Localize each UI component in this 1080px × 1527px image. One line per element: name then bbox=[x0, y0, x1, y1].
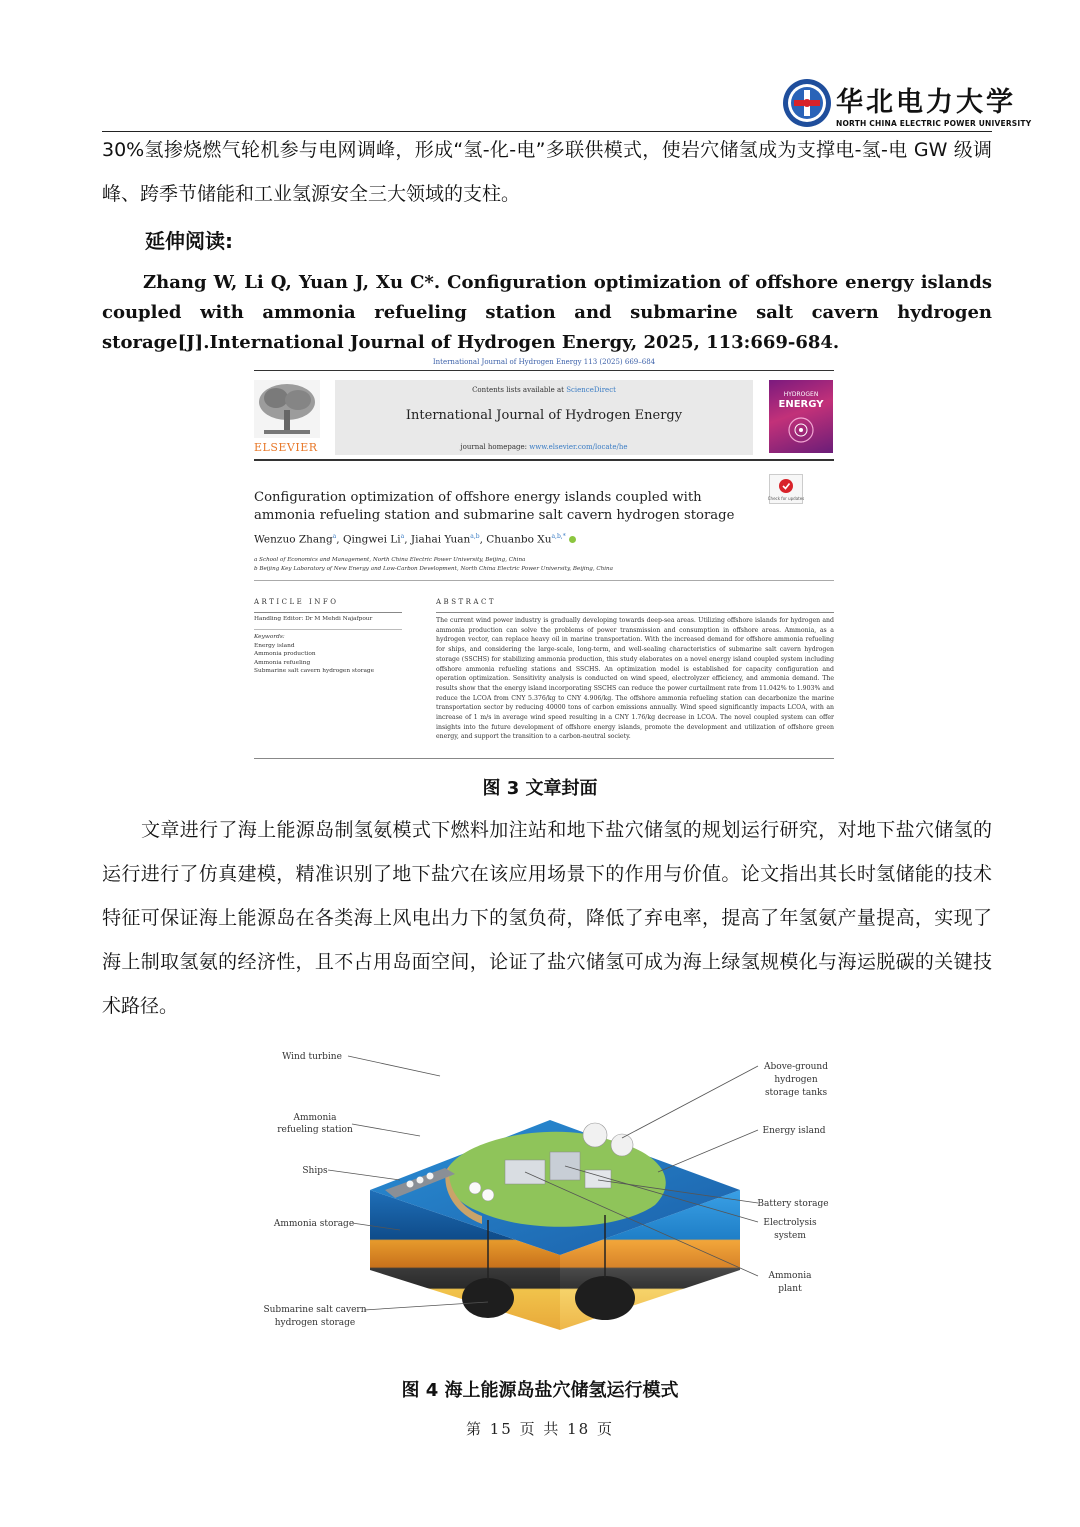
journal-reference[interactable]: International Journal of Hydrogen Energy 113 (2025) 669–684 bbox=[432, 358, 656, 366]
author-name[interactable]: Qingwei Li bbox=[342, 533, 401, 546]
paper-top-rule bbox=[254, 370, 834, 371]
author-sup: a,b,* bbox=[551, 533, 566, 540]
homepage-prefix: journal homepage: bbox=[460, 443, 530, 451]
affiliation-b: b Beijing Key Laboratory of New Energy and Low-Carbon Development, North China Electric Power University, Beijing, China bbox=[254, 566, 613, 572]
label-electrolysis: system bbox=[774, 1231, 806, 1241]
label-battery-storage: Battery storage bbox=[757, 1199, 829, 1209]
label-salt-cavern: hydrogen storage bbox=[274, 1318, 356, 1328]
affiliations bbox=[254, 556, 613, 574]
journal-name: International Journal of Hydrogen Energy bbox=[405, 408, 683, 423]
citation: Zhang W, Li Q, Yuan J, Xu C*. Configuration optimization of offshore energy islands coupled with ammonia refueling station and submarine salt cavern hydrogen storage[J].International Journal of Hydrogen Energy, 2025, 113:669-684. bbox=[102, 272, 992, 353]
label-salt-cavern: Submarine salt cavern bbox=[263, 1305, 367, 1315]
check-updates-label: Check for updates bbox=[767, 496, 805, 501]
page-number: 第 15 页 共 18 页 bbox=[465, 1420, 614, 1438]
hydrogen-tank bbox=[583, 1123, 607, 1147]
ship-tank bbox=[407, 1181, 414, 1188]
article-info-rule-2 bbox=[254, 629, 402, 630]
label-ammonia-plant: Ammonia bbox=[768, 1271, 812, 1281]
keyword: Ammonia refueling bbox=[254, 659, 311, 666]
label-above-ground-tanks: Above-ground bbox=[764, 1062, 828, 1072]
homepage-link[interactable]: www.elsevier.com/locate/he bbox=[529, 443, 628, 451]
label-ships: Ships bbox=[302, 1166, 328, 1176]
contents-line bbox=[335, 386, 753, 394]
paper-header-rule bbox=[254, 459, 834, 461]
further-reading-heading: 延伸阅读: bbox=[145, 229, 233, 253]
paper-authors: Wenzuo Zhang$^a$, Qingwei Li$^a$, Jiahai Yuan$^{a,b}$, Chuanbo $Xu^{a,b,*}$ bbox=[254, 533, 576, 546]
paragraph-1: 30%氢掺烧燃气轮机参与电网调峰，形成“氢-化-电”多联供模式，使岩穴储氢成为支撑电-氢-电 GW 级调峰、跨季节储能和工业氢源安全三大领域的支柱。 bbox=[102, 139, 992, 205]
label-ammonia-plant: plant bbox=[778, 1284, 802, 1294]
author-name[interactable]: Chuanbo Xu bbox=[486, 533, 552, 546]
label-energy-island: Energy island bbox=[762, 1126, 826, 1136]
affiliation-rule bbox=[254, 580, 834, 581]
abstract-heading: ABSTRACT bbox=[436, 598, 497, 606]
ship-tank bbox=[417, 1177, 424, 1184]
salt-cavern bbox=[575, 1276, 635, 1320]
sciencedirect-link[interactable]: ScienceDirect bbox=[566, 386, 616, 394]
paragraph-2: 文章进行了海上能源岛制氢氨模式下燃料加注站和地下盐穴储氢的规划运行研究，对地下盐穴储氢的运行进行了仿真建模，精准识别了地下盐穴在该应用场景下的作用与价值。论文指出其长时氢储能的技术特征可保证海上能源岛在各类海上风电出力下的氢负荷，降低了弃电率，提高了年氢氨产量提高，实现了海上制取氢氨的经济性，且不占用岛面空间，论证了盐穴储氢可成为海上绿氢规模化与海运脱碳的关键技术路径。 bbox=[102, 819, 992, 1017]
author-sup: a,b bbox=[470, 533, 480, 540]
author-name[interactable]: Jiahai Yuan bbox=[410, 533, 471, 546]
check-updates-icon bbox=[767, 475, 805, 503]
orcid-icon[interactable] bbox=[569, 536, 576, 543]
author-sup: a bbox=[332, 533, 337, 540]
check-for-updates-button[interactable] bbox=[769, 474, 803, 504]
label-wind-turbine: Wind turbine bbox=[282, 1052, 342, 1062]
university-name-en: NORTH CHINA ELECTRIC POWER UNIVERSITY bbox=[836, 119, 1032, 128]
cover-title-small: HYDROGEN bbox=[783, 391, 819, 398]
keywords-heading: Keywords: bbox=[254, 634, 285, 640]
ship-tank bbox=[427, 1173, 434, 1180]
label-ammonia-refueling: Ammonia bbox=[293, 1113, 337, 1123]
abstract-text: The current wind power industry is gradually developing towards deep-sea areas. Utilizing offshore islands for hydrogen and ammonia production can solve the problems of power transmission and consumption in offshore areas. Ammonia, as a hydrogen vector, can replace heavy oil in marine transportation. With the increased demand for offshore ammonia refueling for ships, and considering the large-scale, long-term, and well-sealing characteristics of submarine salt cavern hydrogen storage (SSCHS) for stabilizing ammonia production, this study elaborates on a novel energy island coupled system including offshore ammonia refueling stations and SSCHS. An optimization model is established for capacity configuration and operation optimization. Sensitivity analysis is conducted on wind speed, electrolyzer efficiency, and ammonia demand. The results show that the energy island incorporating SSCHS can reduce the power curtailment rate from 11.042% to 1.903% and reduce the LCOA from CNY 5.376/kg to CNY 4.906/kg. The offshore ammonia refueling station can decarbonize the marine transportation sector by reducing 40000 tons of carbon emissions annually. Wind speed significantly impacts LCOA, with an increase of 1 m/s in average wind speed resulting in a CNY 1.76/kg decrease in LCOA. The novel coupled system can offer insights into the future development of offshore energy islands, promote the development and utilization of offshore green energy, and support the transition to a carbon-neutral society. bbox=[436, 617, 834, 741]
ammonia-tank bbox=[469, 1182, 481, 1194]
cover-title-big: ENERGY bbox=[778, 399, 824, 410]
contents-prefix: Contents lists available at bbox=[472, 386, 567, 394]
elsevier-wordmark: ELSEVIER bbox=[254, 441, 318, 454]
paper-title: Configuration optimization of offshore energy islands coupled with ammonia refueling station and submarine salt cavern hydrogen storage bbox=[254, 490, 735, 523]
article-info-heading: ARTICLE INFO bbox=[254, 598, 339, 606]
elsevier-tree-icon bbox=[254, 380, 320, 438]
hydrogen-tank bbox=[611, 1134, 633, 1156]
label-ammonia-refueling: refueling station bbox=[277, 1125, 353, 1135]
keyword: Submarine salt cavern hydrogen storage bbox=[254, 668, 375, 675]
keywords-list bbox=[254, 642, 374, 676]
university-name-cn: 华北电力大学 bbox=[836, 87, 1016, 118]
label-above-ground-tanks: storage tanks bbox=[764, 1088, 828, 1098]
abstract-rule bbox=[436, 612, 834, 613]
university-logo-icon bbox=[782, 78, 832, 128]
keyword: Ammonia production bbox=[254, 651, 316, 658]
paper-end-rule bbox=[254, 758, 834, 759]
affiliation-a: a School of Economics and Management, North China Electric Power University, Beijing, China bbox=[254, 557, 526, 563]
figure-4-caption: 图 4 海上能源岛盐穴储氢运行模式 bbox=[401, 1380, 679, 1401]
journal-homepage-line bbox=[335, 443, 753, 451]
salt-cavern bbox=[462, 1278, 514, 1318]
keyword: Energy island bbox=[254, 643, 295, 649]
author-sup: a bbox=[400, 533, 405, 540]
energy-island-diagram bbox=[260, 1040, 840, 1340]
ammonia-tank bbox=[482, 1189, 494, 1201]
handling-editor: Handling Editor: Dr M Mehdi Najafpour bbox=[254, 616, 373, 622]
paper-cover-figure bbox=[254, 358, 834, 760]
label-above-ground-tanks: hydrogen bbox=[774, 1075, 818, 1085]
author-name[interactable]: Wenzuo Zhang bbox=[254, 533, 333, 546]
label-electrolysis: Electrolysis bbox=[763, 1218, 817, 1228]
figure-3-caption: 图 3 文章封面 bbox=[482, 778, 598, 799]
article-info-rule bbox=[254, 612, 402, 613]
label-ammonia-storage: Ammonia storage bbox=[273, 1219, 355, 1229]
